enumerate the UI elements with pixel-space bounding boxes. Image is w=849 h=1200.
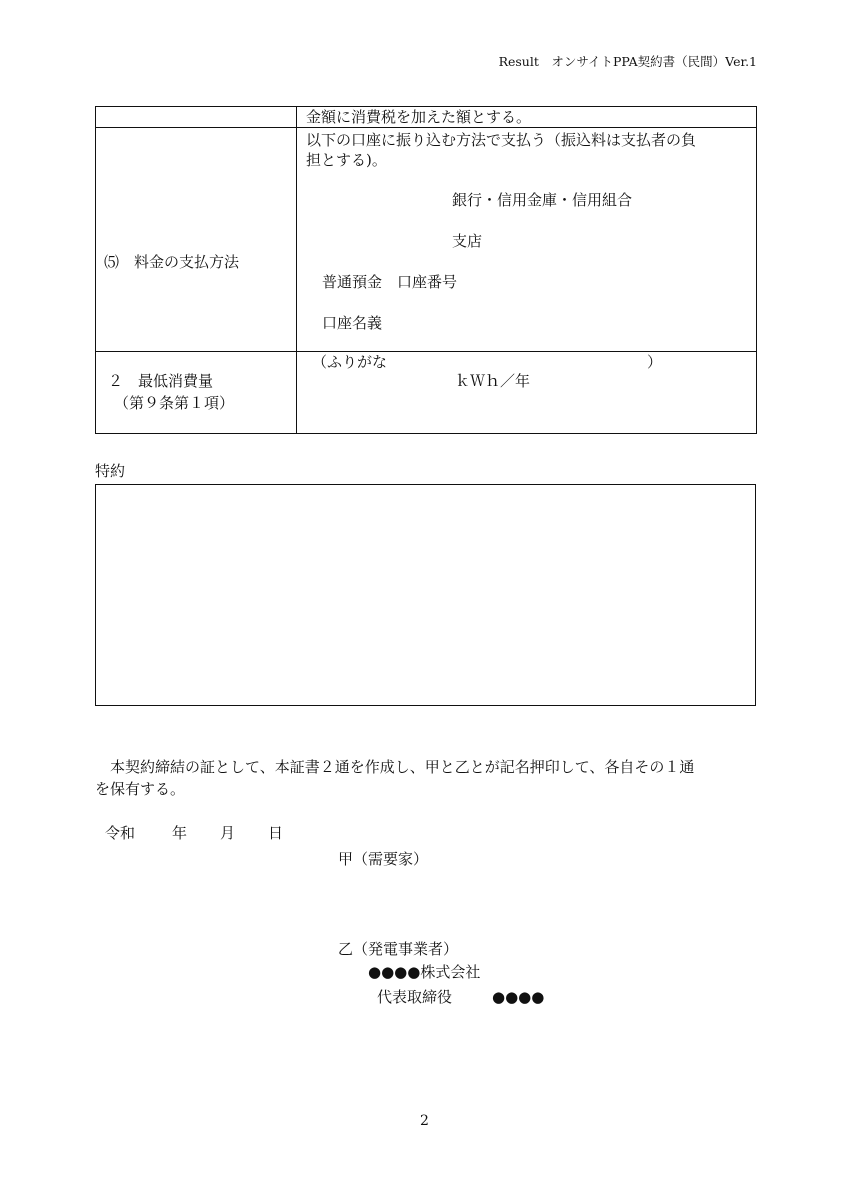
furigana-close-text: ） [647,353,663,371]
payment-method-label: ⑸ 料金の支払方法 [104,253,240,271]
table-cell-label-empty [96,107,297,128]
tax-note-text: 金額に消費税を加えた額とする。 [306,108,532,126]
date-era: 令和 [105,824,136,842]
table-row [96,107,757,128]
closing-text-line1: 本契約締結の証として、本証書２通を作成し、甲と乙とが記名押印して、各自その１通 [95,758,695,776]
branch-text: 支店 [452,232,483,250]
bank-type-text: 銀行・信用金庫・信用組合 [452,191,633,209]
table-row [96,352,757,434]
running-header: Result オンサイトPPA契約書（民間）Ver.1 [498,54,757,69]
kwh-unit-text: ｋＷｈ／年 [455,372,531,390]
account-holder-text: 口座名義 [322,314,383,332]
date-year: 年 [172,824,188,842]
date-month: 月 [220,824,236,842]
closing-text-line2: を保有する。 [95,780,186,798]
furigana-open-text: （ふりがな [312,353,388,371]
date-day: 日 [268,824,284,842]
special-terms-heading: 特約 [95,462,126,480]
account-type-text: 普通預金 口座番号 [322,273,458,291]
party-a-label: 甲（需要家） [338,850,429,868]
table-row [96,128,757,352]
party-b-label: 乙（発電事業者） [338,940,459,958]
payment-method-line1: 以下の口座に振り込む方法で支払う（振込料は支払者の負 [306,131,697,149]
contract-table [95,106,757,434]
party-b-rep-name: ●●●● [492,988,545,1006]
minimum-consumption-label: ２ 最低消費量 [108,372,214,390]
payment-method-line2: 担とする)。 [306,151,387,169]
party-b-rep-title: 代表取締役 [377,988,453,1006]
party-b-company: ●●●●株式会社 [368,963,481,981]
special-terms-box [95,484,756,706]
minimum-consumption-article: （第９条第１項） [114,394,235,412]
page-number: 2 [420,1113,429,1129]
